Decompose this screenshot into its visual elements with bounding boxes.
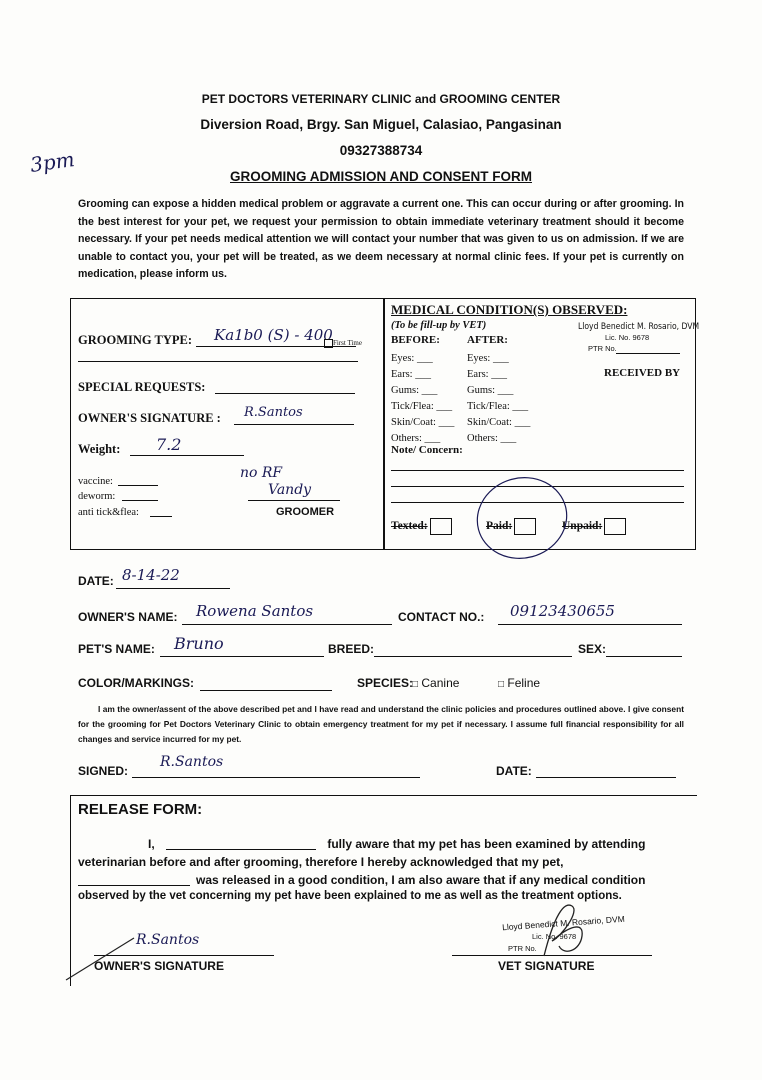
groomer-label: GROOMER — [276, 506, 335, 518]
pet-name-value: Bruno — [174, 634, 224, 653]
before-skin[interactable]: Skin/Coat: ___ — [391, 417, 455, 428]
before-gums-label: Gums: — [391, 385, 420, 396]
after-tick-label: Tick/Flea: — [467, 401, 510, 412]
grooming-type-value: Ka1b0 (S) - 400 — [214, 326, 333, 344]
after-others[interactable]: Others: ___ — [467, 433, 517, 444]
after-label: AFTER: — [467, 334, 508, 346]
canine-checkbox[interactable]: □ — [412, 679, 419, 690]
texted-group — [391, 518, 452, 535]
release-pet-field[interactable] — [78, 885, 190, 886]
release-name-field[interactable] — [166, 849, 316, 850]
date2-label: DATE: — [496, 764, 532, 778]
contact-field[interactable] — [498, 624, 682, 625]
owner-name-field[interactable] — [182, 624, 392, 625]
release-line-2: veterinarian before and after grooming, therefore I hereby acknowledged that my pet, — [78, 855, 564, 869]
deworm-field[interactable] — [122, 500, 158, 501]
release-title: RELEASE FORM: — [78, 801, 203, 818]
contact-value: 09123430655 — [510, 602, 615, 620]
vet-stamp-lic-2: Lic. No. 9678 — [532, 932, 577, 941]
consent-paragraph: I am the owner/assent of the above described pet and I have read and understand the clinic policies and procedures outlined above. I give consent for the grooming for Pet Doctors Veterinary Clinic to obtain emergency treatment for my pet if necessary. I assume full financial responsibility for all changes and service incurred for my pet. — [78, 704, 684, 744]
signed-field[interactable] — [132, 777, 420, 778]
form-title: GROOMING ADMISSION AND CONSENT FORM — [230, 169, 532, 184]
after-skin-label: Skin/Coat: — [467, 417, 512, 428]
special-requests-label: SPECIAL REQUESTS: — [78, 380, 206, 394]
note-concern-label: Note/ Concern: — [391, 444, 463, 456]
before-others-label: Others: — [391, 433, 422, 444]
clinic-address: Diversion Road, Brgy. San Miguel, Calasiao, Pangasinan — [200, 117, 562, 132]
release-line-4: observed by the vet concerning my pet have been explained to me as well as the treatment options. — [78, 890, 622, 902]
received-by-label: RECEIVED BY — [604, 367, 681, 379]
intro-paragraph: Grooming can expose a hidden medical problem or aggravate a current one. This can occur during or after grooming. In the best interest for your pet, we request your permission to obtain immediate veterinary treatment should it become necessary. If your pet needs medical attention we will contact your number that was given to us on admission. If we are unable to contact you, your pet will be treated, as we deem necessary at normal clinic fees. If your pet is currently on medication, please inform us. — [78, 198, 684, 280]
before-label: BEFORE: — [391, 334, 440, 346]
color-label: COLOR/MARKINGS: — [78, 676, 194, 690]
feline-option[interactable] — [498, 676, 540, 690]
weight-field[interactable] — [130, 455, 244, 456]
special-requests-field[interactable] — [215, 393, 355, 394]
owner-name-label: OWNER'S NAME: — [78, 610, 178, 624]
weight-value: 7.2 — [156, 435, 182, 454]
breed-label: BREED: — [328, 642, 375, 656]
unpaid-label: Unpaid: — [562, 520, 603, 533]
after-others-label: Others: — [467, 433, 498, 444]
owner-sig-label: OWNER'S SIGNATURE — [94, 959, 224, 973]
vet-stamp-ptr-2: PTR No. — [508, 944, 537, 953]
after-ears[interactable]: Ears: ___ — [467, 369, 507, 380]
texted-checkbox[interactable] — [430, 518, 452, 535]
first-time-text: First Time — [333, 339, 362, 348]
contact-label: CONTACT NO.: — [398, 610, 485, 624]
release-line-1-text: fully aware that my pet has been examined by attending — [327, 837, 646, 851]
species-label: SPECIES: — [357, 676, 414, 690]
vet-stamp-name: Lloyd Benedict M. Rosario, DVM — [578, 322, 700, 332]
canine-option[interactable] — [412, 676, 459, 690]
before-ears[interactable]: Ears: ___ — [391, 369, 431, 380]
before-others[interactable]: Others: ___ — [391, 433, 441, 444]
vet-stamp-ptr: PTR No. — [588, 344, 617, 353]
medical-subtitle: (To be fill-up by VET) — [391, 320, 487, 331]
grooming-type-label: GROOMING TYPE: — [78, 333, 193, 347]
date-field[interactable] — [116, 588, 230, 589]
sex-label: SEX: — [578, 642, 607, 656]
after-skin[interactable]: Skin/Coat: ___ — [467, 417, 531, 428]
before-list — [391, 351, 454, 447]
unpaid-checkbox[interactable] — [604, 518, 626, 535]
groomer-note-2: Vandy — [268, 482, 312, 498]
release-line-3 — [78, 873, 684, 887]
release-i: I, — [148, 837, 155, 851]
color-field[interactable] — [200, 690, 332, 691]
owner-signature-label: OWNER'S SIGNATURE : — [78, 411, 221, 425]
box-divider — [383, 299, 385, 550]
feline-checkbox[interactable]: □ — [498, 679, 505, 690]
signed-value: R.Santos — [160, 754, 224, 770]
after-ears-label: Ears: — [467, 369, 489, 380]
after-eyes[interactable]: Eyes: ___ — [467, 353, 509, 364]
owner-sig-value: R.Santos — [136, 932, 200, 948]
before-eyes[interactable]: Eyes: ___ — [391, 353, 433, 364]
paid-label: Paid: — [486, 520, 513, 533]
signed-label: SIGNED: — [78, 764, 129, 778]
vet-sig-label: VET SIGNATURE — [498, 959, 595, 973]
date-label: DATE: — [78, 574, 114, 588]
vet-stamp-lic: Lic. No. 9678 — [605, 333, 650, 342]
after-list — [467, 351, 530, 447]
breed-field[interactable] — [374, 656, 572, 657]
before-eyes-label: Eyes: — [391, 353, 415, 364]
canine-text: Canine — [421, 676, 460, 690]
vet-signature-scribble — [534, 896, 594, 966]
owner-signature-value: R.Santos — [244, 405, 303, 420]
clinic-name: PET DOCTORS VETERINARY CLINIC and GROOMING CENTER — [201, 92, 561, 106]
grooming-type-line-2 — [78, 361, 358, 362]
release-line-3-text: was released in a good condition, I am also aware that if any medical condition — [196, 873, 646, 887]
before-ears-label: Ears: — [391, 369, 413, 380]
pet-name-label: PET'S NAME: — [78, 642, 155, 656]
time-note: 3pm — [28, 147, 76, 177]
groomer-note-1: no RF — [240, 465, 283, 481]
owner-signature-field[interactable] — [234, 424, 354, 425]
groomer-line — [248, 500, 340, 501]
feline-text: Feline — [507, 676, 541, 690]
after-tick[interactable]: Tick/Flea: ___ — [467, 401, 529, 412]
sex-field[interactable] — [606, 656, 682, 657]
pet-name-field[interactable] — [160, 656, 324, 657]
before-gums[interactable]: Gums: ___ — [391, 385, 438, 396]
vaccine-field[interactable] — [118, 485, 158, 486]
release-line-1 — [78, 837, 684, 851]
owner-signature-scribble — [64, 928, 144, 988]
after-eyes-label: Eyes: — [467, 353, 491, 364]
date2-field[interactable] — [536, 777, 676, 778]
paid-circle-mark — [470, 456, 580, 566]
texted-label: Texted: — [391, 520, 428, 533]
before-skin-label: Skin/Coat: — [391, 417, 436, 428]
deworm-label: deworm: — [78, 491, 116, 502]
first-time-label — [322, 339, 362, 348]
ptr-field[interactable] — [616, 353, 680, 354]
vaccine-label: vaccine: — [78, 476, 113, 487]
owner-name-value: Rowena Santos — [196, 602, 314, 620]
after-gums[interactable]: Gums: ___ — [467, 385, 514, 396]
vet-stamp-name-2: Lloyd Benedict M. Rosario, DVM — [501, 913, 626, 933]
clinic-phone: 09327388734 — [339, 143, 423, 158]
before-tick-label: Tick/Flea: — [391, 401, 434, 412]
anti-tick-field[interactable] — [150, 516, 172, 517]
medical-title: MEDICAL CONDITION(S) OBSERVED: — [391, 302, 628, 317]
after-gums-label: Gums: — [467, 385, 496, 396]
date-value: 8-14-22 — [122, 566, 180, 584]
first-time-checkbox[interactable] — [324, 339, 333, 348]
before-tick[interactable]: Tick/Flea: ___ — [391, 401, 453, 412]
anti-tick-label: anti tick&flea: — [78, 507, 139, 518]
weight-label: Weight: — [78, 442, 121, 456]
